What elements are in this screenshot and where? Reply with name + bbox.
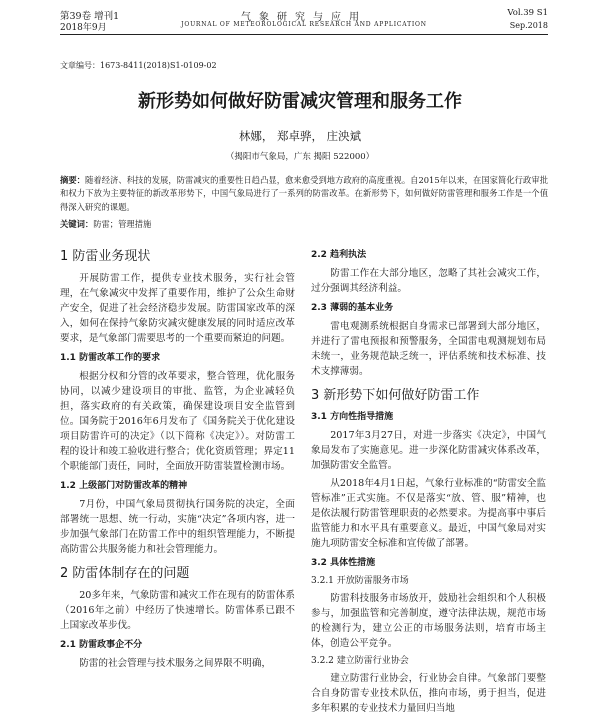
paragraph: 防雷科技服务市场放开，鼓励社会组织和个人积极参与，加强监管和完善制度，遵守法律法规，规范市场的检测行为，建立公正的市场服务法则，培育市场主体，创造公平竞争。 [311, 593, 546, 649]
subsection-heading: 2.2 趋利执法 [311, 250, 367, 260]
paragraph: 从2018年4月1日起，气象行业标准的“防雷安全监管标准”正式实施。不仅是落实“放、管、服”精神，也是依法履行防雷管理职责的必然要求。为提高事中事后监管能力和水平具有重要意义。最近，中国气象局对实施九项防雷安全标准和宣传做了部署。 [311, 478, 546, 549]
paragraph: 雷电观测系统根据自身需求已部署到大部分地区，并进行了雷电预报和预警服务，全国雷电观测规划布局未统一，业务规范缺乏统一，评估系统和技术标准、技术支撑薄弱。 [311, 321, 546, 377]
subsubsection-heading: 3.2.1 开放防雷服务市场 [311, 576, 409, 586]
paper-title: 新形势如何做好防雷减灾管理和服务工作 [138, 91, 462, 112]
keywords [60, 218, 548, 230]
left-column [60, 240, 295, 674]
header-divider [60, 34, 548, 35]
volume-label: Vol.39 S1 [507, 8, 548, 18]
abstract-text: 随着经济、科技的发展，防雷减灾的重要性日趋凸显，愈来愈受到地方政府的高度重视。自2015年以来，在国家简化行政审批和权力下放为主要特征的新改革形势下，中国气象局进行了一系列的防雷改革。在新形势下，如何做好防雷管理和服务工作是一个值得深入研究的课题。 [60, 175, 548, 212]
section-heading: 1 防雷业务现状 [60, 249, 151, 264]
journal-name-en: JOURNAL OF METEOROLOGICAL RESEARCH AND APPLICATION [181, 21, 427, 28]
section-heading: 3 新形势下如何做好防雷工作 [311, 388, 480, 403]
keywords-text: 防雷；管理措施 [93, 219, 152, 229]
article-number: 文章编号：1673-8411(2018)S1-0109-02 [60, 61, 217, 70]
keywords-label: 关键词： [60, 219, 94, 229]
journal-name-cn: 气象研究与应用 [241, 12, 367, 23]
paragraph: 20多年来，气象防雷和减灾工作在现有的防雷体系（2016年之前）中经历了快速增长。防雷体系已跟不上国家改革步伐。 [60, 590, 295, 631]
section-heading: 2 防雷体制存在的问题 [60, 566, 190, 581]
subsection-heading: 2.3 薄弱的基本业务 [311, 303, 394, 313]
issue-label: 第39卷 增刊1 [60, 11, 120, 22]
right-column [311, 240, 546, 719]
authors: 林娜， 郑卓骅， 庄泱斌 [238, 129, 362, 143]
month-label: Sep.2018 [509, 21, 548, 30]
subsubsection-heading: 3.2.2 建立防雷行业协会 [311, 656, 409, 666]
paragraph: 防雷工作在大部分地区，忽略了其社会减灾工作，过分强调其经济利益。 [311, 268, 546, 294]
paragraph: 根据分权和分管的改革要求，整合管理，优化服务协同，以减少建设项目的审批、监管，为企业减轻负担，落实政府的有关政策，确保建设项目安全监管到位。国务院于2016年6月发布了《国务院关于优化建设项目防雷许可的决定》（以下简称《决定》）。对防雷工程的设计和竣工验收进行整合；优化资质管理；界定11个职能部门责任，同时，全面放开防雷装置检测市场。 [60, 371, 295, 472]
subsection-heading: 1.2 上级部门对防雷改革的精神 [60, 481, 188, 491]
subsection-heading: 1.1 防雷改革工作的要求 [60, 353, 161, 363]
subsection-heading: 3.2 具体性措施 [311, 558, 376, 568]
paragraph: 建立防雷行业协会，行业协会自律。气象部门要整合自身防雷专业技术队伍，推向市场，勇于担当，促进多年积累的专业技术力量回归当地 [311, 673, 546, 714]
paragraph: 防雷的社会管理与技术服务之间界限不明确， [79, 658, 272, 669]
subsection-heading: 3.1 方向性指导措施 [311, 412, 394, 422]
abstract [60, 174, 548, 214]
running-header [60, 8, 548, 32]
paragraph: 2017年3月27日，对进一步落实《决定》，中国气象局发布了实施意见。进一步深化防雷减灾体系改革，加强防雷安全监管。 [311, 430, 546, 471]
date-label: 2018年9月 [60, 23, 107, 33]
paragraph: 开展防雷工作，提供专业技术服务，实行社会管理，在气象减灾中发挥了重要作用，维护了公众生命财产安全，促进了社会经济稳步发展。防雷国家改革的深入，如何在保持气象防灾减灾健康发展的同时适应改革要求，是气象部门需要思考的一个重要而紧迫的问题。 [60, 273, 295, 344]
abstract-label: 摘要： [60, 175, 86, 185]
affiliation: （揭阳市气象局，广东 揭阳 522000） [225, 152, 375, 162]
paragraph: 7月份，中国气象局贯彻执行国务院的决定，全面部署统一思想、统一行动，实施“决定”各项内容，进一步加强气象部门在防雷工作中的组织管理能力，不断提高防雷公共服务能力和社会管理能力。 [60, 499, 295, 555]
subsection-heading: 2.1 防雷政事企不分 [60, 640, 143, 650]
